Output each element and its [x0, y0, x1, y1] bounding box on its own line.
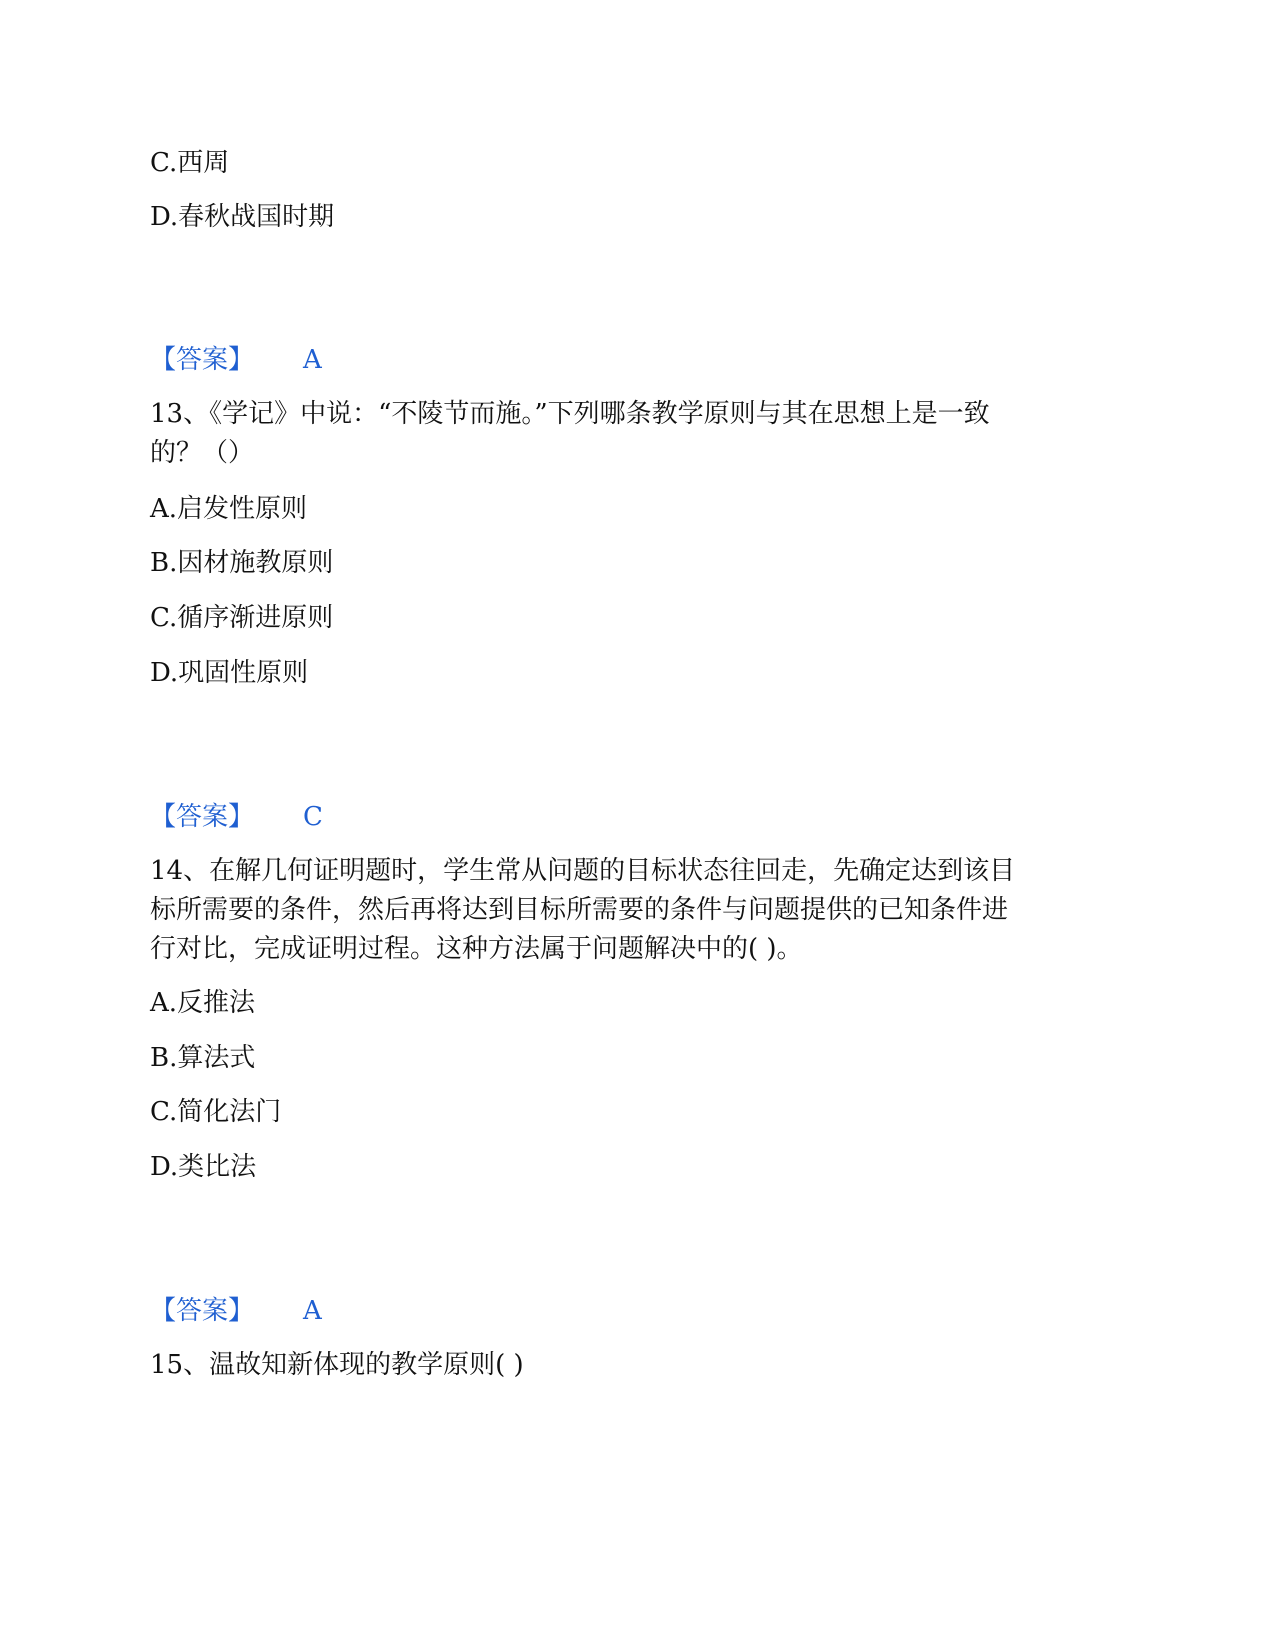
q13-option-b: B.因材施教原则: [150, 548, 334, 578]
q13-question-line-2: 的？（）: [150, 438, 255, 468]
q14-question-line-1: 14、在解几何证明题时，学生常从问题的目标状态往回走，先确定达到该目: [150, 856, 1016, 886]
q13-question-line-1: 13、《学记》中说：“不陵节而施。”下列哪条教学原则与其在思想上是一致: [150, 399, 990, 429]
q12-answer-value: A: [303, 345, 322, 375]
q12-answer-label: 【答案】: [150, 345, 255, 375]
q12-option-d: D.春秋战国时期: [150, 202, 335, 232]
q14-answer-value: A: [303, 1296, 322, 1326]
q13-option-a: A.启发性原则: [150, 494, 308, 524]
q13-answer-label: 【答案】: [150, 802, 255, 832]
q14-answer-label: 【答案】: [150, 1296, 255, 1326]
q14-option-d: D.类比法: [150, 1152, 257, 1182]
q12-option-c: C.西周: [150, 148, 230, 178]
q13-option-c: C.循序渐进原则: [150, 603, 334, 633]
q13-answer-value: C: [303, 802, 323, 832]
q15-question-line-1: 15、温故知新体现的教学原则( ): [150, 1350, 524, 1380]
q14-option-c: C.简化法门: [150, 1097, 282, 1127]
q14-option-a: A.反推法: [150, 988, 256, 1018]
q14-question-line-3: 行对比，完成证明过程。这种方法属于问题解决中的( )。: [150, 934, 803, 964]
q13-option-d: D.巩固性原则: [150, 658, 309, 688]
q14-question-line-2: 标所需要的条件，然后再将达到目标所需要的条件与问题提供的已知条件进: [150, 895, 1009, 925]
q14-option-b: B.算法式: [150, 1043, 256, 1073]
